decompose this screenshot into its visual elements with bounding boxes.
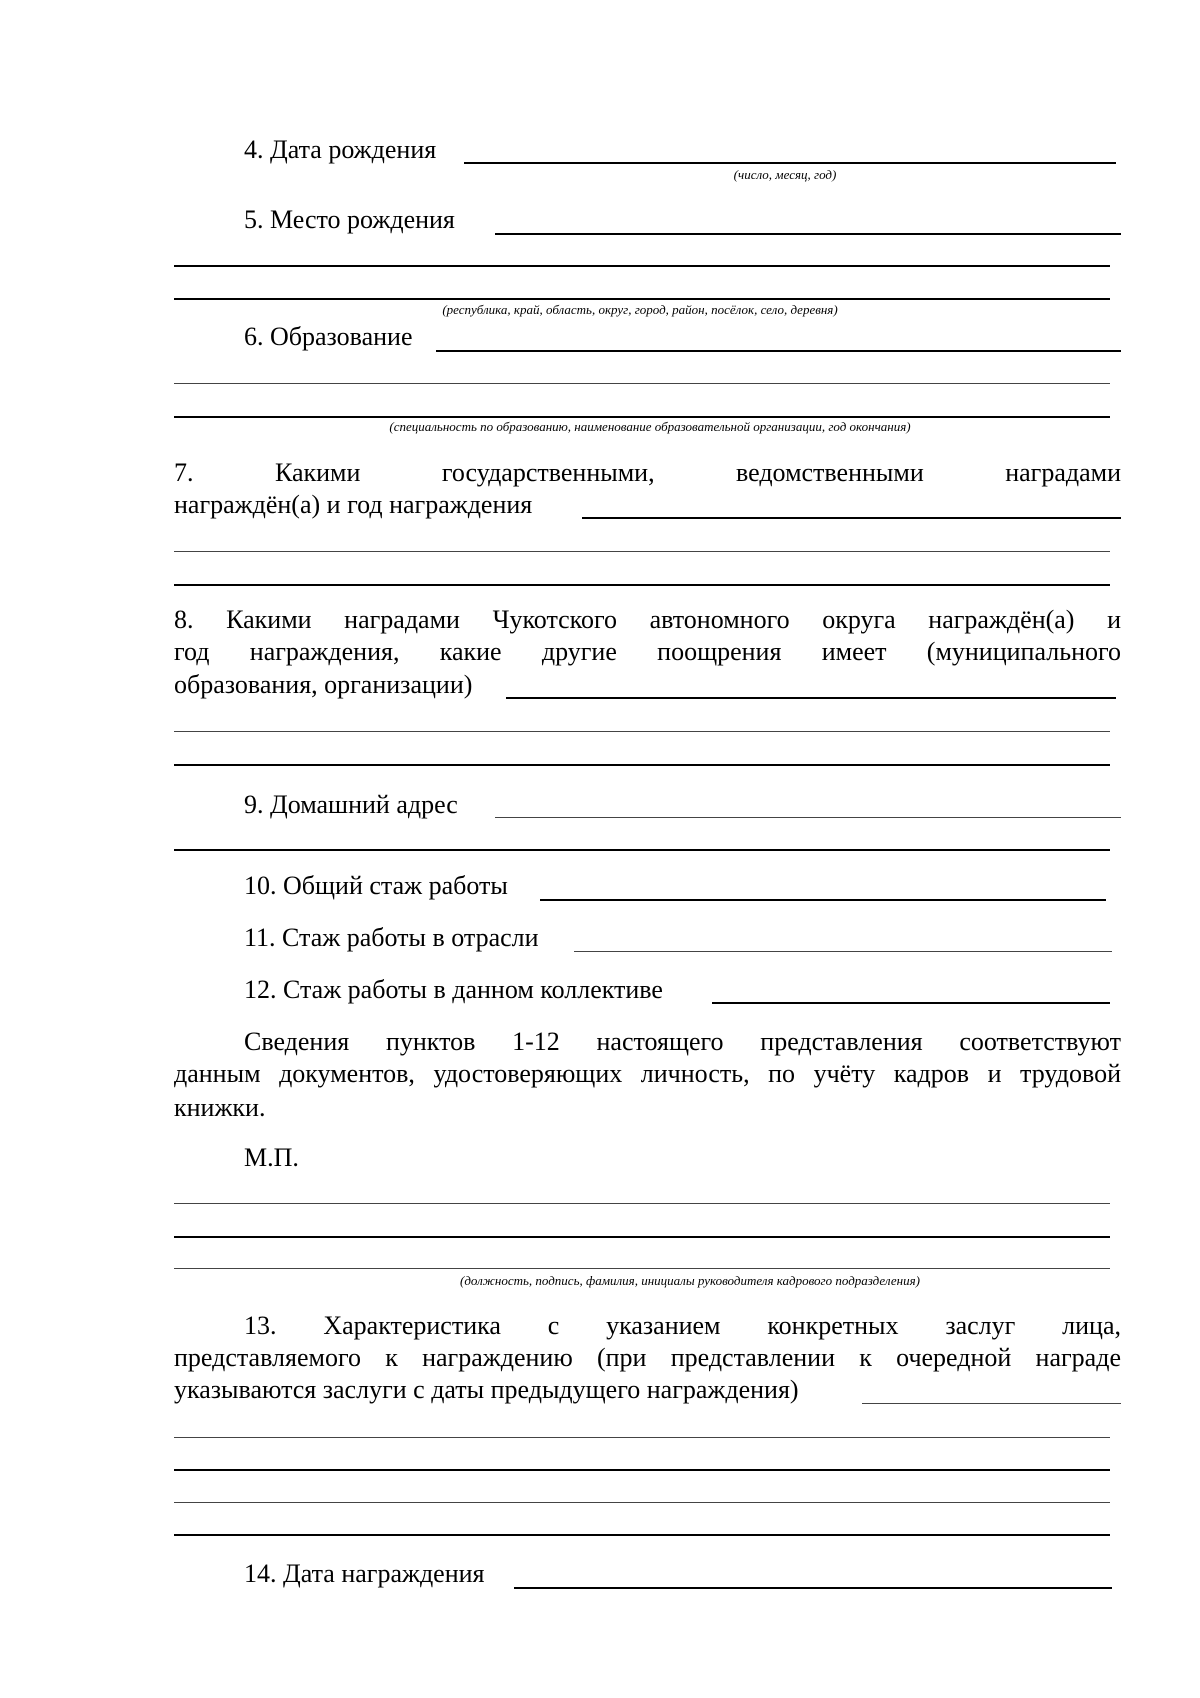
characteristic-field-line-3[interactable]: [174, 1469, 1110, 1471]
birth-date-field[interactable]: [464, 162, 1116, 164]
signature-field-line-1[interactable]: [174, 1203, 1110, 1204]
chukotka-awards-field-line-3[interactable]: [174, 764, 1110, 766]
stamp-place-label: М.П.: [244, 1143, 299, 1172]
home-address-label: 9. Домашний адрес: [244, 790, 458, 819]
team-experience-field[interactable]: [712, 1002, 1110, 1004]
confirmation-text-line-1: Сведения пунктов 1-12 настоящего представления соответствуют: [244, 1027, 1121, 1056]
state-awards-label-line-2: награждён(а) и год награждения: [174, 490, 533, 519]
birth-place-field-line-2[interactable]: [174, 265, 1110, 267]
education-label: 6. Образование: [244, 322, 413, 351]
award-date-field[interactable]: [514, 1587, 1112, 1589]
state-awards-field-line-2[interactable]: [174, 551, 1110, 552]
chukotka-awards-field[interactable]: [506, 697, 1116, 699]
state-awards-field-line-3[interactable]: [174, 584, 1110, 586]
signature-field-line-2[interactable]: [174, 1236, 1110, 1238]
team-experience-label: 12. Стаж работы в данном коллективе: [244, 975, 663, 1004]
characteristic-label-line-3: указываются заслуги с даты предыдущего награждения): [174, 1375, 799, 1404]
home-address-field-line-2[interactable]: [174, 849, 1110, 851]
industry-experience-label: 11. Стаж работы в отрасли: [244, 923, 539, 952]
chukotka-awards-label-line-2: год награждения, какие другие поощрения имеет (муниципального: [174, 637, 1121, 666]
home-address-field[interactable]: [495, 817, 1121, 818]
confirmation-text-line-3: книжки.: [174, 1093, 266, 1122]
award-date-label: 14. Дата награждения: [244, 1559, 485, 1588]
birth-place-field-line-3[interactable]: [174, 298, 1110, 300]
state-awards-label-line-1: 7. Какими государственными, ведомственными наградами: [174, 458, 1121, 487]
signature-hint: (должность, подпись, фамилия, инициалы руководителя кадрового подразделения): [460, 1273, 920, 1288]
birth-place-field[interactable]: [495, 233, 1121, 235]
signature-field-line-3[interactable]: [174, 1268, 1110, 1269]
state-awards-field[interactable]: [582, 517, 1121, 519]
education-field-line-3[interactable]: [174, 416, 1110, 418]
characteristic-label-line-2: представляемого к награждению (при представлении к очередной награде: [174, 1343, 1121, 1372]
birth-place-label: 5. Место рождения: [244, 205, 455, 234]
birth-date-label: 4. Дата рождения: [244, 135, 437, 164]
chukotka-awards-field-line-2[interactable]: [174, 731, 1110, 732]
birth-date-hint: (число, месяц, год): [733, 167, 837, 182]
industry-experience-field[interactable]: [574, 951, 1112, 952]
education-field[interactable]: [436, 350, 1121, 352]
birth-place-hint: (республика, край, область, округ, город, район, посёлок, село, деревня): [442, 302, 838, 317]
confirmation-text-line-2: данным документов, удостоверяющих личность, по учёту кадров и трудовой: [174, 1059, 1121, 1088]
total-experience-label: 10. Общий стаж работы: [244, 871, 508, 900]
characteristic-label-line-1: 13. Характеристика с указанием конкретных заслуг лица,: [244, 1311, 1121, 1340]
characteristic-field[interactable]: [862, 1403, 1121, 1404]
chukotka-awards-label-line-3: образования, организации): [174, 670, 473, 699]
education-field-line-2[interactable]: [174, 383, 1110, 384]
characteristic-field-line-2[interactable]: [174, 1437, 1110, 1438]
total-experience-field[interactable]: [540, 899, 1106, 901]
characteristic-field-line-5[interactable]: [174, 1534, 1110, 1536]
chukotka-awards-label-line-1: 8. Какими наградами Чукотского автономного округа награждён(а) и: [174, 605, 1121, 634]
characteristic-field-line-4[interactable]: [174, 1502, 1110, 1503]
education-hint: (специальность по образованию, наименование образовательной организации, год окончания): [389, 419, 911, 434]
